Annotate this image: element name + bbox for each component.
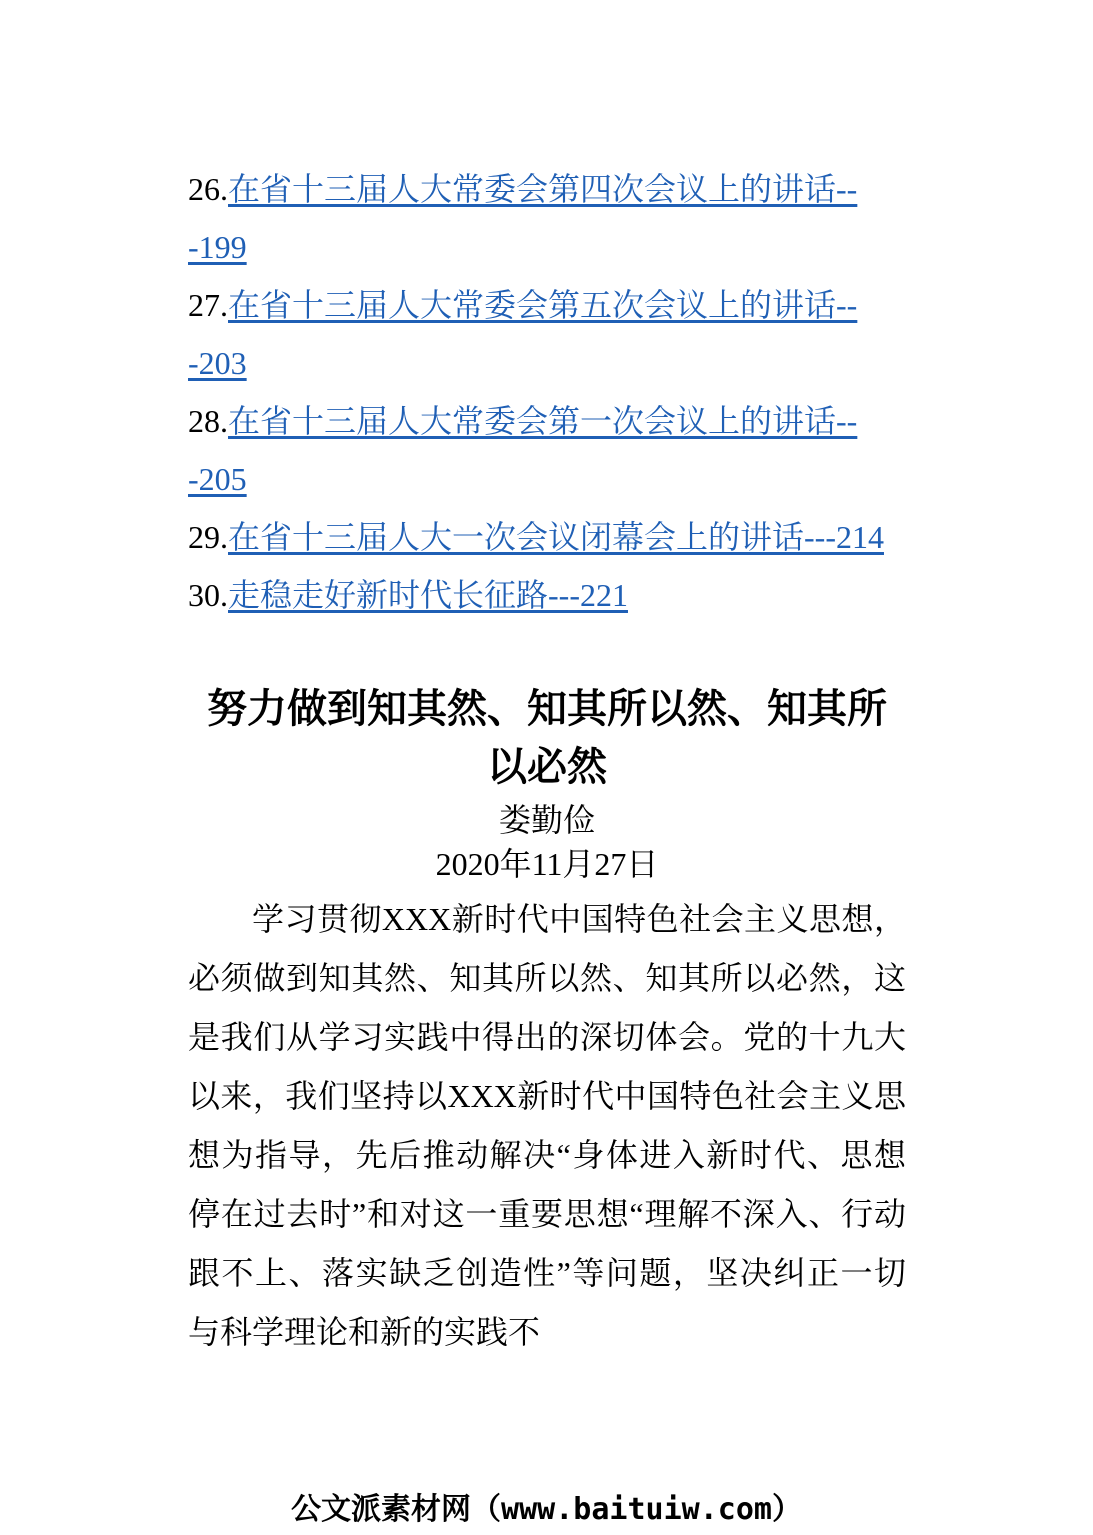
toc-item (188, 508, 908, 566)
page-footer: 公文派素材网（www.baituiw.com） (291, 1492, 802, 1527)
article-body: 学习贯彻XXX新时代中国特色社会主义思想，必须做到知其然、知其所以然、知其所以必然，这是我们从学习实践中得出的深切体会。党的十九大以来，我们坚持以XXX新时代中国特色社会主义思想为指导，先后推动解决“身体进入新时代、思想停在过去时”和对这一重要思想“理解不深入、行动跟不上、落实缺乏创造性”等问题，坚决纠正一切与科学理论和新的实践不 (188, 901, 906, 1350)
toc-item-link[interactable]: 在省十三届人大常委会第四次会议上的讲话---199 (188, 171, 858, 265)
toc-item-number: 26. (188, 171, 228, 207)
table-of-contents (188, 160, 908, 624)
article-author: 娄勤俭 (498, 802, 595, 838)
toc-item-number: 28. (188, 403, 228, 439)
toc-item (188, 276, 908, 392)
toc-item-number: 30. (188, 577, 228, 613)
toc-item (188, 392, 908, 508)
toc-item-link[interactable]: 走稳走好新时代长征路---221 (228, 577, 628, 613)
toc-item (188, 566, 908, 624)
toc-item-link[interactable]: 在省十三届人大常委会第一次会议上的讲话---205 (188, 403, 858, 497)
article-title: 努力做到知其然、知其所以然、知其所以必然 (207, 686, 887, 790)
toc-item (188, 160, 908, 276)
article-date: 2020年11月27日 (435, 846, 659, 882)
toc-item-number: 29. (188, 519, 228, 555)
toc-item-link[interactable]: 在省十三届人大一次会议闭幕会上的讲话---214 (228, 519, 884, 555)
toc-item-link[interactable]: 在省十三届人大常委会第五次会议上的讲话---203 (188, 287, 858, 381)
toc-item-number: 27. (188, 287, 228, 323)
